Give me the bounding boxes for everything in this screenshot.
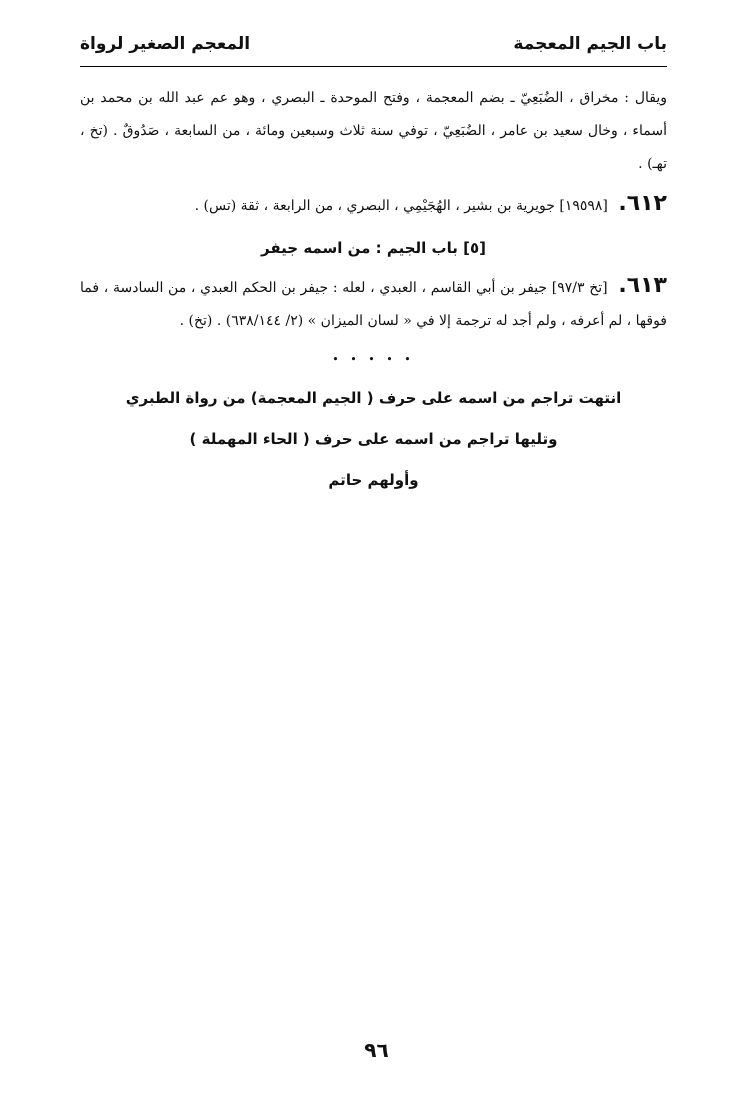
closing-line-2: وتليها تراجم من اسمه على حرف ( الحاء المهملة ): [189, 430, 558, 448]
running-header: [80, 30, 667, 67]
paragraph-text: ويقال : مخراق ، الضُبَعِيّ ـ بضم المعجمة ، وفتح الموحدة ـ البصري ، وهو عم عبد الله بن محمد بن أسماء ، وخال سعيد بن عامر ، الضُبَعِيّ ، توفي سنة ثلاث وسبعين ومائة ، من السابعة ، صَدُوقٌ . (تخ ، تهـ) .: [80, 90, 667, 172]
page-number: ٩٦: [364, 1038, 389, 1062]
chapter-title: باب الجيم المعجمة: [513, 34, 667, 54]
page-body: [80, 82, 667, 501]
entry-number: ٦١٣.: [618, 273, 667, 298]
ornamental-separator: • • • • •: [332, 353, 415, 366]
entry-612: [80, 187, 667, 223]
closing-line-1: انتهت تراجم من اسمه على حرف ( الجيم المعجمة) من رواة الطبري: [125, 389, 622, 407]
closing-line-3: وأولهم حاتم: [328, 471, 419, 489]
entry-text: [١٩٥٩٨] جويرية بن بشير ، الهُجَيْمِي ، البصري ، من الرابعة ، ثقة (تس) .: [194, 198, 608, 214]
entry-613: [80, 269, 667, 338]
book-title: المعجم الصغير لرواة: [80, 34, 251, 54]
entry-number: ٦١٢.: [618, 191, 667, 216]
entry-text: [تخ ٩٧/٣] جيفر بن أبي القاسم ، العبدي ، لعله : جيفر بن الحكم العبدي ، من السادسة ، فما فوقها ، لم أعرفه ، ولم أجد له ترجمة إلا في « لسان الميزان » (٢/ ٦٣٨/١٤٤) . (تخ) .: [80, 280, 667, 329]
section-heading: [٥] باب الجيم : من اسمه جيفر: [261, 239, 486, 257]
paragraph-continuation: [80, 82, 667, 181]
